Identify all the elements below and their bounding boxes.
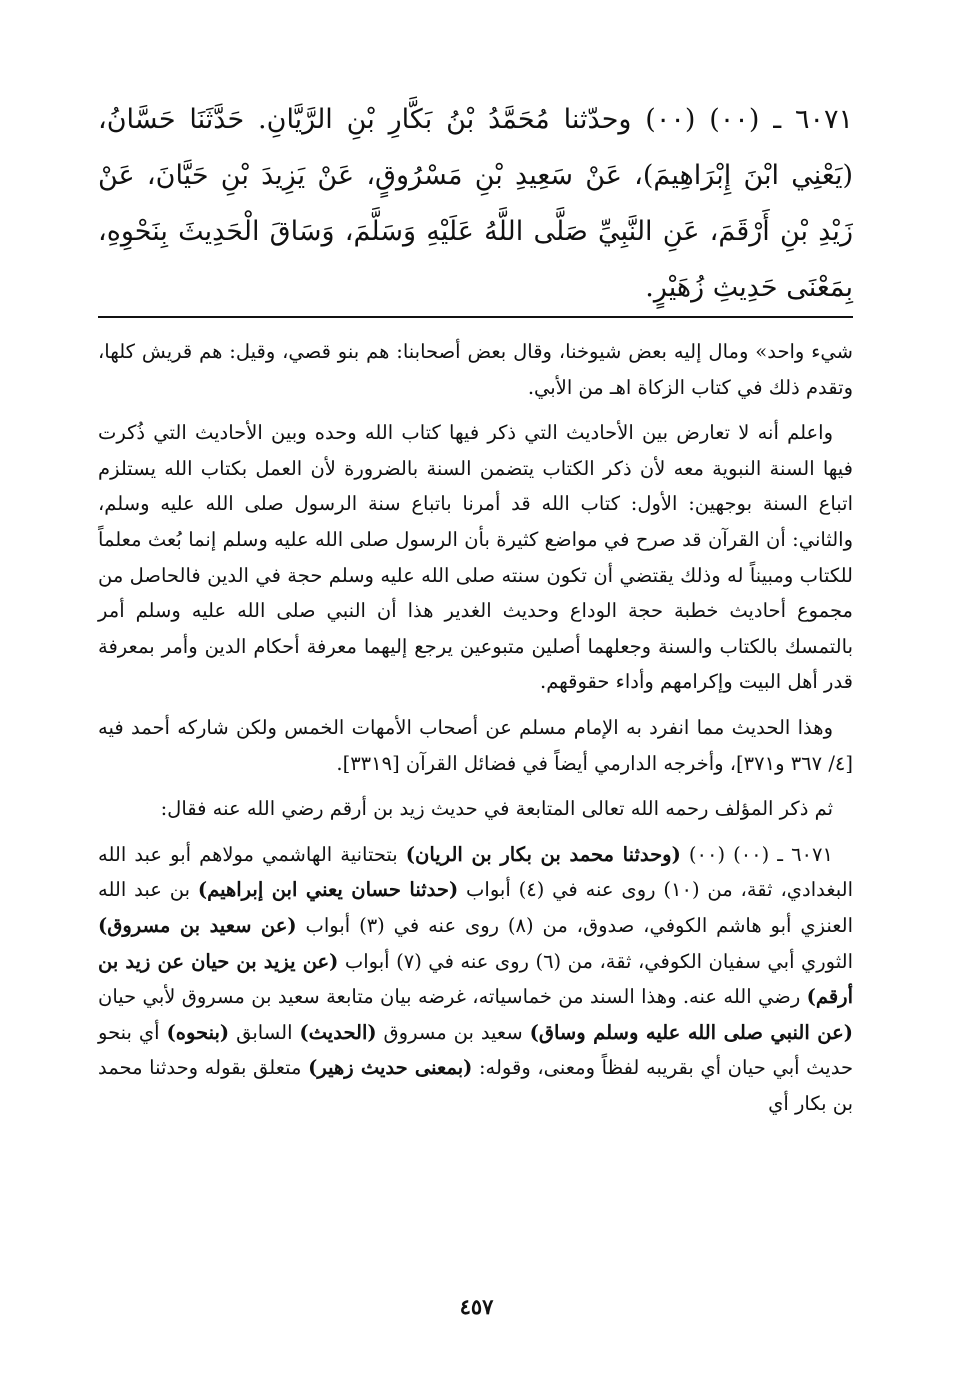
explanation-3: أي بنحو حديث أبي حيان أي بقريبه لفظاً ومعنى، وقوله: [98, 1020, 853, 1080]
hadith-text: ٦٠٧١ ـ (٠٠) (٠٠) وحدّثنا مُحَمَّدُ بْنُ بَكَّارِ بْنِ الرَّيَّانِ. حَدَّثَنَا حَسَّانُ، (يَعْنِي ابْنَ إِبْرَاهِيمَ)، عَنْ سَعِيدِ بْنِ مَسْرُوقٍ، عَنْ يَزِيدَ بْنِ حَيَّانَ، عَنْ زَيْدِ بْنِ أَرْقَمَ، عَنِ النَّبِيِّ صَلَّى اللَّهُ عَلَيْهِ وَسَلَّمَ، وَسَاقَ الْحَدِيثَ بِنَحْوِهِ، بِمَعْنَى حَدِيثِ زُهَيْرٍ. [98, 104, 854, 303]
narrator-note-1: بتحتانية الهاشمي مولاهم أبو عبد الله البغدادي، ثقة، من (١٠) روى عنه في (٤) أبواب [98, 842, 854, 902]
hadith-text-block [98, 92, 853, 316]
page-number: ٤٥٧ [459, 1294, 494, 1319]
quoted-text-1: (عن النبي صلى الله عليه وسلم وساق) [529, 1020, 853, 1044]
commentary-paragraph-3: وهذا الحديث مما انفرد به الإمام مسلم عن أصحاب الأمهات الخمس ولكن شاركه أحمد فيه [٤/ ٣٦٧ و٣٧١]، وأخرجه الدارمي أيضاً في فضائل القرآن [٣٣١٩]. [98, 715, 853, 775]
commentary-paragraph-1: شيء واحد» ومال إليه بعض شيوخنا، وقال بعض أصحابنا: هم بنو قصي، وقيل: هم قريش كلها، وتقدم ذلك في كتاب الزكاة اهـ من الأبي. [98, 340, 853, 399]
commentary-paragraph-5 [98, 837, 853, 1122]
quoted-chain-2: (حدثنا حسان يعني ابن إبراهيم) [197, 878, 459, 902]
quoted-text-2: (الحديث) [299, 1020, 377, 1044]
quoted-text-4: (بمعنى حديث زهير) [308, 1056, 473, 1080]
commentary-block [98, 334, 853, 1131]
narrator-note-3: الثوري أبي سفيان الكوفي، ثقة، من (٦) روى عنه في (٧) أبواب [338, 949, 853, 973]
quoted-chain-1: (وحدثنا محمد بن بكار بن الريان) [405, 842, 681, 866]
chain-note: رضي الله عنه. وهذا السند من خماسياته، غرضه بيان متابعة سعيد بن مسروق لأبي حيان [98, 985, 807, 1009]
quoted-chain-3: (عن سعيد بن مسروق) [98, 913, 297, 937]
commentary-paragraph-4: ثم ذكر المؤلف رحمه الله تعالى المتابعة في حديث زيد بن أرقم رضي الله عنه فقال: [160, 797, 833, 821]
explanation-2: السابق [229, 1020, 300, 1044]
quoted-chain-4: (عن يزيد بن حيان عن زيد بن أرقم) [98, 949, 853, 1009]
footnote-separator [98, 316, 853, 318]
narrator-note-2: بن عبد الله العنزي أبو هاشم الكوفي، صدوق، من (٨) روى عنه في (٣) أبواب [98, 878, 853, 937]
commentary-paragraph-2: واعلم أنه لا تعارض بين الأحاديث التي ذكر فيها كتاب الله وحده وبين الأحاديث التي ذُكرت فيها السنة النبوية معه لأن ذكر الكتاب يتضمن السنة بالضرورة لأن العمل بكتاب الله يستلزم اتباع السنة بوجهين: الأول: كتاب الله قد أمرنا باتباع سنة الرسول صلى الله عليه وسلم، والثاني: أن القرآن قد صرح في مواضع كثيرة بأن الرسول صلى الله عليه وسلم إنما بُعث معلماً للكتاب ومبيناً له وذلك يقتضي أن تكون سنته صلى الله عليه وسلم حجة في الدين فالحاصل من مجموع أحاديث خطبة حجة الوداع وحديث الغدير هذا أن النبي صلى الله عليه وسلم أمر بالتمسك بالكتاب والسنة وجعلهما أصلين متبوعين يرجع إليهما معرفة أحكام الدين وأمر بمعرفة قدر أهل البيت وإكرامهم وأداء حقوقهم. [98, 421, 853, 694]
hadith-number: ٦٠٧١ ـ (٠٠) (٠٠) [680, 842, 833, 866]
explanation-1: سعيد بن مسروق [376, 1020, 530, 1044]
explanation-4: متعلق بقوله وحدثنا محمد بن بكار أي [98, 1056, 853, 1115]
quoted-text-3: (بنحوه) [166, 1020, 230, 1044]
